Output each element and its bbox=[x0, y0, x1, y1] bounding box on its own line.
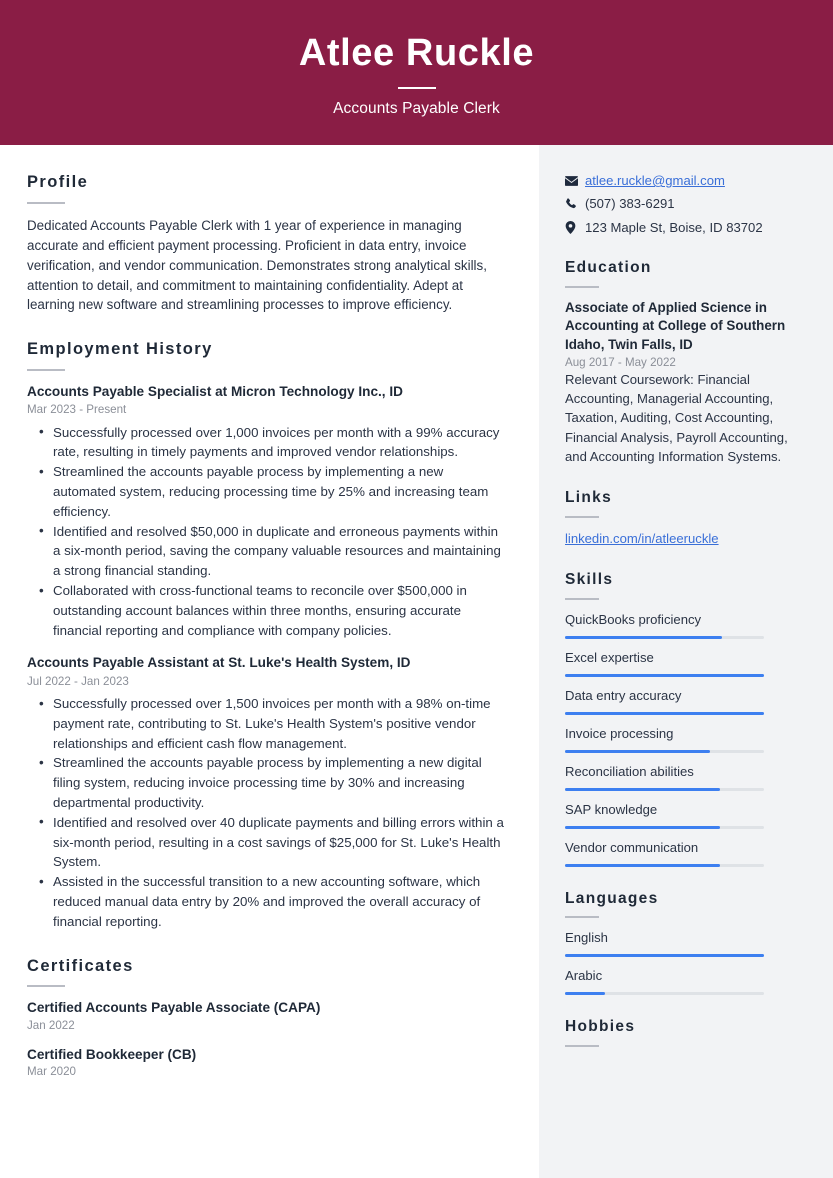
skill-level-fill bbox=[565, 788, 720, 791]
language-level-track bbox=[565, 954, 764, 957]
skill-label: Excel expertise bbox=[565, 649, 654, 665]
skill-label: Data entry accuracy bbox=[565, 687, 682, 703]
profile-text: Dedicated Accounts Payable Clerk with 1 year of experience in managing accurate and efficient payment processing. Proficient in data entry, invoice verification, and vendor communication. Demonstrates strong analytical skills, attention to detail, and commitment to maintaining confidentiality. Adept at learning new software and streamlining processes to improve efficiency. bbox=[27, 217, 487, 313]
certificate-entry bbox=[27, 1046, 506, 1078]
section-skills bbox=[565, 571, 803, 866]
phone-number: (507) 383-6291 bbox=[585, 196, 675, 212]
languages-heading: Languages bbox=[565, 889, 659, 907]
skills-heading: Skills bbox=[565, 571, 614, 589]
skill-level-track bbox=[565, 788, 764, 791]
skill-item bbox=[565, 687, 803, 715]
skills-heading-divider bbox=[565, 598, 599, 600]
employment-bullets bbox=[27, 423, 506, 641]
skill-label: SAP knowledge bbox=[565, 801, 658, 817]
profile-heading-divider bbox=[27, 202, 65, 204]
skill-item bbox=[565, 801, 803, 829]
section-certificates bbox=[27, 957, 506, 1078]
employment-bullet: • Identified and resolved $50,000 in duplicate and erroneous payments within a six-month period, saving the company valuable resources and maintaining a strong financial standing. bbox=[27, 522, 506, 581]
certificates-heading-divider bbox=[27, 985, 65, 987]
hobbies-heading-divider bbox=[565, 1045, 599, 1047]
languages-heading-divider bbox=[565, 916, 599, 918]
employment-bullets bbox=[27, 694, 506, 932]
skill-item bbox=[565, 649, 803, 677]
employment-bullet: • Streamlined the accounts payable process by implementing a new digital filing system, reducing invoice processing time by 30% and increasing departmental productivity. bbox=[27, 753, 506, 812]
employment-entry bbox=[27, 383, 506, 640]
language-item bbox=[565, 929, 803, 957]
skill-level-fill bbox=[565, 712, 764, 715]
section-languages bbox=[565, 890, 803, 996]
employment-bullet: • Identified and resolved over 40 duplicate payments and billing errors within a six-month period, resulting in a cost savings of $25,000 for St. Luke's Health System. bbox=[27, 813, 506, 872]
certificates-heading: Certificates bbox=[27, 956, 134, 975]
skill-label: Invoice processing bbox=[565, 725, 674, 741]
employment-heading-divider bbox=[27, 369, 65, 371]
phone-icon bbox=[565, 198, 585, 210]
certificate-date: Mar 2020 bbox=[27, 1065, 76, 1079]
education-description: Relevant Coursework: Financial Accounting, Managerial Accounting, Taxation, Auditing, Cost Accounting, Financial Analysis, Payroll Accounting, and Accounting Information Systems. bbox=[565, 371, 788, 464]
candidate-name: Atlee Ruckle bbox=[298, 31, 535, 74]
employment-title: Accounts Payable Specialist at Micron Technology Inc., ID bbox=[27, 384, 403, 400]
skill-level-track bbox=[565, 636, 764, 639]
skill-item bbox=[565, 725, 803, 753]
hobbies-heading: Hobbies bbox=[565, 1018, 636, 1036]
skill-label: QuickBooks proficiency bbox=[565, 611, 702, 627]
contact-details bbox=[565, 172, 803, 237]
skill-level-track bbox=[565, 864, 764, 867]
section-education bbox=[565, 259, 803, 466]
education-heading: Education bbox=[565, 258, 652, 276]
skill-label: Reconciliation abilities bbox=[565, 763, 694, 779]
language-label: Arabic bbox=[565, 968, 603, 984]
skill-level-track bbox=[565, 750, 764, 753]
skill-item bbox=[565, 763, 803, 791]
links-heading-divider bbox=[565, 516, 599, 518]
link-linkedin[interactable]: linkedin.com/in/atleeruckle bbox=[565, 530, 719, 546]
language-level-track bbox=[565, 992, 764, 995]
language-item bbox=[565, 967, 803, 995]
skill-level-track bbox=[565, 674, 764, 677]
employment-bullet: • Successfully processed over 1,000 invoices per month with a 99% accuracy rate, resulting in timely payments and improved vendor relationships. bbox=[27, 423, 506, 463]
header-divider bbox=[398, 87, 436, 89]
skill-level-fill bbox=[565, 864, 720, 867]
candidate-job-title: Accounts Payable Clerk bbox=[333, 100, 500, 118]
skill-level-track bbox=[565, 826, 764, 829]
main-column bbox=[0, 145, 539, 1178]
employment-entry bbox=[27, 654, 506, 931]
section-links bbox=[565, 489, 803, 548]
skill-level-fill bbox=[565, 826, 720, 829]
certificate-date: Jan 2022 bbox=[27, 1018, 75, 1032]
resume-body bbox=[0, 145, 833, 1178]
education-degree: Associate of Applied Science in Accounting at College of Southern Idaho, Twin Falls, ID bbox=[565, 299, 786, 353]
language-level-fill bbox=[565, 954, 764, 957]
skill-level-fill bbox=[565, 636, 722, 639]
certificate-title: Certified Accounts Payable Associate (CAPA) bbox=[27, 1000, 321, 1016]
certificate-entry bbox=[27, 999, 506, 1031]
employment-heading: Employment History bbox=[27, 340, 213, 359]
certificate-title: Certified Bookkeeper (CB) bbox=[27, 1046, 197, 1062]
links-heading: Links bbox=[565, 488, 612, 506]
skill-item bbox=[565, 839, 803, 867]
education-date: Aug 2017 - May 2022 bbox=[565, 355, 676, 369]
skill-item bbox=[565, 611, 803, 639]
section-employment-history bbox=[27, 340, 506, 931]
contact-row-address bbox=[565, 219, 803, 237]
employment-bullet: • Streamlined the accounts payable process by implementing a new automated system, reducing processing time by 25% and increasing team efficiency. bbox=[27, 462, 506, 521]
section-profile bbox=[27, 173, 506, 315]
language-level-fill bbox=[565, 992, 605, 995]
education-heading-divider bbox=[565, 286, 599, 288]
email-address[interactable]: atlee.ruckle@gmail.com bbox=[585, 173, 725, 188]
employment-bullet: • Assisted in the successful transition to a new accounting software, which reduced manual data entry by 20% and improved the overall accuracy of financial reporting. bbox=[27, 872, 506, 931]
skill-level-fill bbox=[565, 750, 710, 753]
section-hobbies bbox=[565, 1018, 803, 1047]
contact-row-phone bbox=[565, 195, 803, 213]
profile-heading: Profile bbox=[27, 173, 89, 191]
envelope-icon bbox=[565, 176, 585, 186]
location-pin-icon bbox=[565, 221, 585, 234]
employment-title: Accounts Payable Assistant at St. Luke's Health System, ID bbox=[27, 655, 411, 671]
employment-bullet: • Collaborated with cross-functional teams to reconcile over $500,000 in outstanding account balances within three months, ensuring accurate financial reporting and compliance with company policies. bbox=[27, 581, 506, 640]
skill-level-fill bbox=[565, 674, 764, 677]
sidebar-column bbox=[539, 145, 833, 1178]
employment-date: Jul 2022 - Jan 2023 bbox=[27, 674, 129, 688]
employment-bullet: • Successfully processed over 1,500 invoices per month with a 98% on-time payment rate, contributing to St. Luke's Health System's positive vendor relationships and efficient cash flow management. bbox=[27, 694, 506, 753]
skill-label: Vendor communication bbox=[565, 839, 699, 855]
resume-header bbox=[0, 0, 833, 145]
language-label: English bbox=[565, 930, 608, 946]
contact-row-email[interactable] bbox=[565, 172, 803, 190]
street-address: 123 Maple St, Boise, ID 83702 bbox=[585, 219, 763, 235]
employment-date: Mar 2023 - Present bbox=[27, 403, 127, 417]
skill-level-track bbox=[565, 712, 764, 715]
